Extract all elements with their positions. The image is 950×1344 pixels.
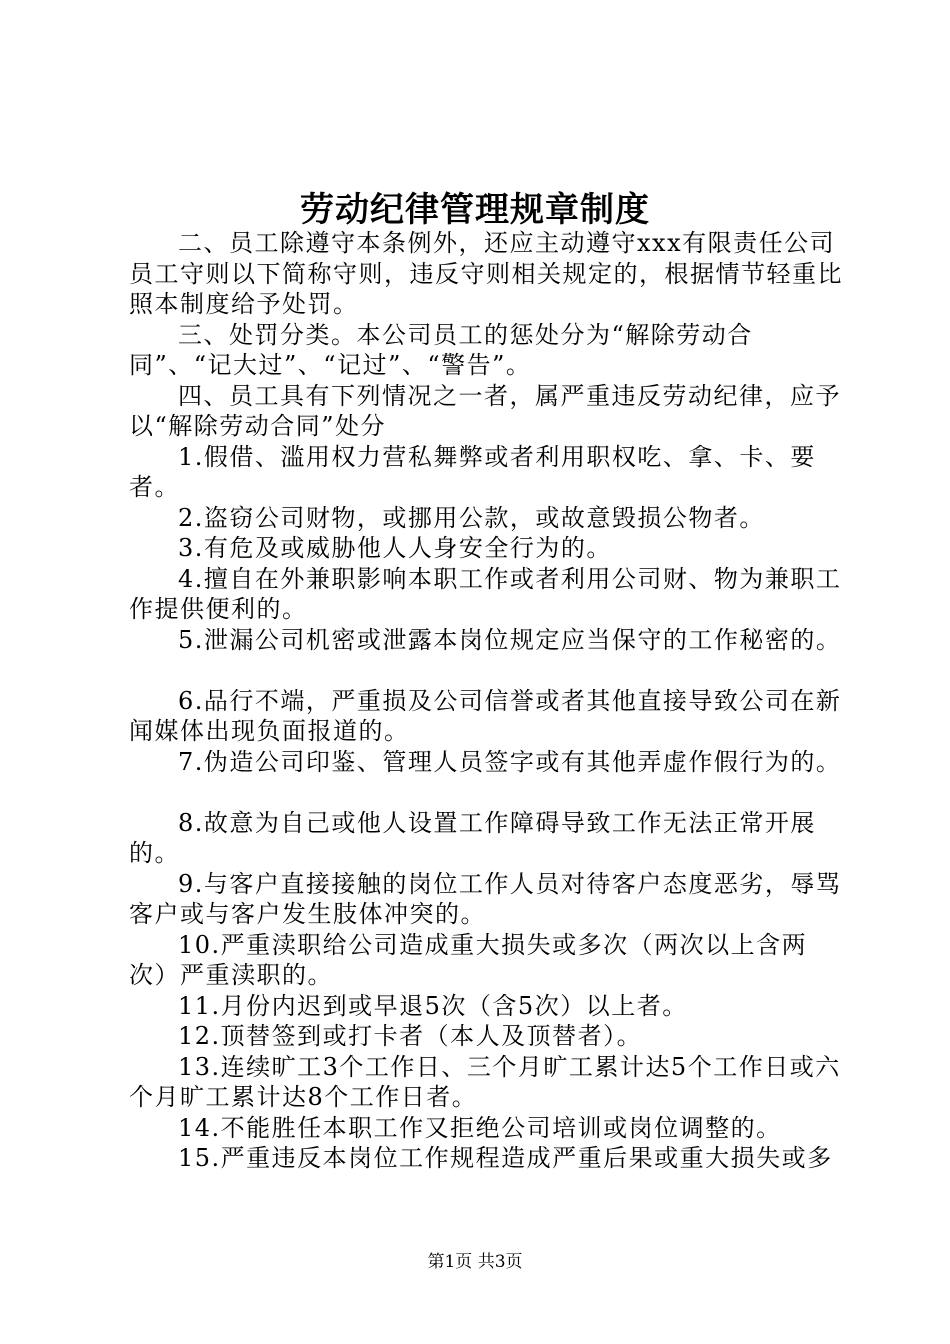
document-title: 劳动纪律管理规章制度 xyxy=(300,190,650,230)
list-item-3: 3.有危及或威胁他人人身安全行为的。 xyxy=(178,534,612,562)
list-item-7: 7.伪造公司印鉴、管理人员签字或有其他弄虚作假行为的。 xyxy=(178,747,842,776)
list-item-13: 13.连续旷工3个工作日、三个月旷工累计达5个工作日或六个月旷工累计达8个工作日者。 xyxy=(129,1052,841,1111)
list-item-2: 2.盗窃公司财物，或挪用公款，或故意毁损公物者。 xyxy=(178,503,765,532)
list-item-6: 6.品行不端，严重损及公司信誉或者其他直接导致公司在新闻媒体出现负面报道的。 xyxy=(129,686,842,745)
list-item-15: 15.严重违反本岗位工作规程造成严重后果或重大损失或多 xyxy=(178,1144,833,1172)
list-item-8: 8.故意为自己或他人设置工作障碍导致工作无法正常开展的。 xyxy=(129,808,816,867)
list-item-11: 11.月份内迟到或早退5次（含5次）以上者。 xyxy=(178,991,688,1020)
list-item-12: 12.顶替签到或打卡者（本人及顶替者）。 xyxy=(178,1022,643,1050)
list-item-14: 14.不能胜任本职工作又拒绝公司培训或岗位调整的。 xyxy=(178,1113,782,1142)
list-item-4: 4.擅自在外兼职影响本职工作或者利用公司财、物为兼职工作提供便利的。 xyxy=(129,564,842,623)
blank-line xyxy=(129,777,844,808)
list-item-10: 10.严重渎职给公司造成重大损失或多次（两次以上含两次）严重渎职的。 xyxy=(129,930,808,989)
page-number: 第1页 共3页 xyxy=(427,1252,523,1272)
document-body xyxy=(129,228,844,1174)
paragraph-3: 三、处罚分类。本公司员工的惩处分为“解除劳动合同”、“记大过”、“记过”、“警告”。 xyxy=(129,320,753,379)
blank-line xyxy=(129,655,844,686)
paragraph-2: 二、员工除遵守本条例外，还应主动遵守xxx有限责任公司员工守则以下简称守则，违反守则相关规定的，根据情节轻重比照本制度给予处罚。 xyxy=(129,229,843,318)
list-item-1: 1.假借、滥用权力营私舞弊或者利用职权吃、拿、卡、要者。 xyxy=(129,442,816,501)
list-item-9: 9.与客户直接接触的岗位工作人员对待客户态度恶劣，辱骂客户或与客户发生肢体冲突的。 xyxy=(129,869,842,928)
list-item-5: 5.泄漏公司机密或泄露本岗位规定应当保守的工作秘密的。 xyxy=(178,625,842,654)
paragraph-4: 四、员工具有下列情况之一者，属严重违反劳动纪律，应予以“解除劳动合同”处分 xyxy=(129,381,841,440)
